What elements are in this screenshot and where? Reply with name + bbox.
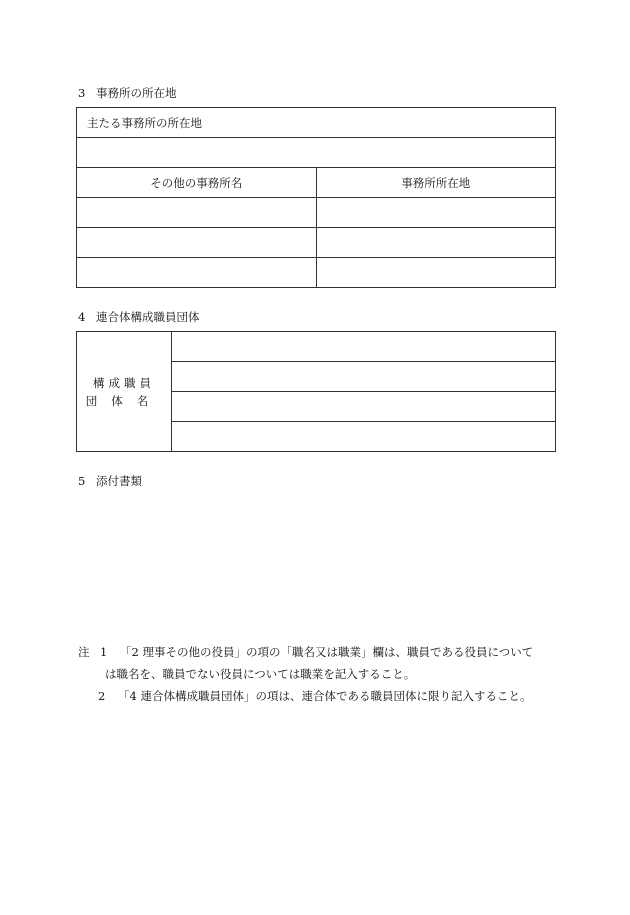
section-5-title: 添付書類 bbox=[96, 474, 142, 488]
note-number: 2 bbox=[98, 689, 106, 703]
other-office-name-field[interactable] bbox=[77, 258, 317, 288]
header-office-address: 事務所所在地 bbox=[316, 168, 556, 198]
note-text: 「2 理事その他の役員」の項の「職名又は職業」欄は、職員である役員について bbox=[120, 645, 534, 659]
label-line-1: 構成職員 bbox=[93, 375, 155, 390]
other-office-address-field[interactable] bbox=[316, 258, 556, 288]
label-line-2: 団体名 bbox=[85, 393, 163, 408]
member-organization-field[interactable] bbox=[172, 332, 556, 362]
notes-prefix: 注 bbox=[78, 645, 90, 659]
section-3-heading bbox=[78, 85, 177, 101]
other-office-name-field[interactable] bbox=[77, 198, 317, 228]
note-continuation bbox=[78, 663, 533, 685]
main-office-label: 主たる事務所の所在地 bbox=[77, 108, 556, 138]
section-3-title: 事務所の所在地 bbox=[96, 86, 177, 100]
header-other-office-name: その他の事務所名 bbox=[77, 168, 317, 198]
member-organization-field[interactable] bbox=[172, 422, 556, 452]
note-text: 「4 連合体構成職員団体」の項は、連合体である職員団体に限り記入すること。 bbox=[118, 689, 532, 703]
section-4-title: 連合体構成職員団体 bbox=[96, 310, 200, 324]
member-organization-field[interactable] bbox=[172, 362, 556, 392]
section-4-heading bbox=[78, 309, 200, 325]
member-organizations-label bbox=[77, 332, 172, 452]
section-5-number: 5 bbox=[78, 474, 86, 488]
other-office-address-field[interactable] bbox=[316, 198, 556, 228]
notes-block bbox=[78, 641, 533, 707]
main-office-address-field[interactable] bbox=[77, 138, 556, 168]
office-location-table bbox=[76, 107, 556, 288]
member-organizations-table bbox=[76, 331, 556, 452]
note-item bbox=[78, 685, 533, 707]
note-number: 1 bbox=[100, 645, 108, 659]
note-text: は職名を、職員でない役員については職業を記入すること。 bbox=[105, 667, 416, 681]
section-4-number: 4 bbox=[78, 310, 86, 324]
other-office-address-field[interactable] bbox=[316, 228, 556, 258]
section-5-heading bbox=[78, 473, 142, 489]
note-item bbox=[78, 641, 533, 663]
section-3-number: 3 bbox=[78, 86, 86, 100]
other-office-name-field[interactable] bbox=[77, 228, 317, 258]
member-organization-field[interactable] bbox=[172, 392, 556, 422]
